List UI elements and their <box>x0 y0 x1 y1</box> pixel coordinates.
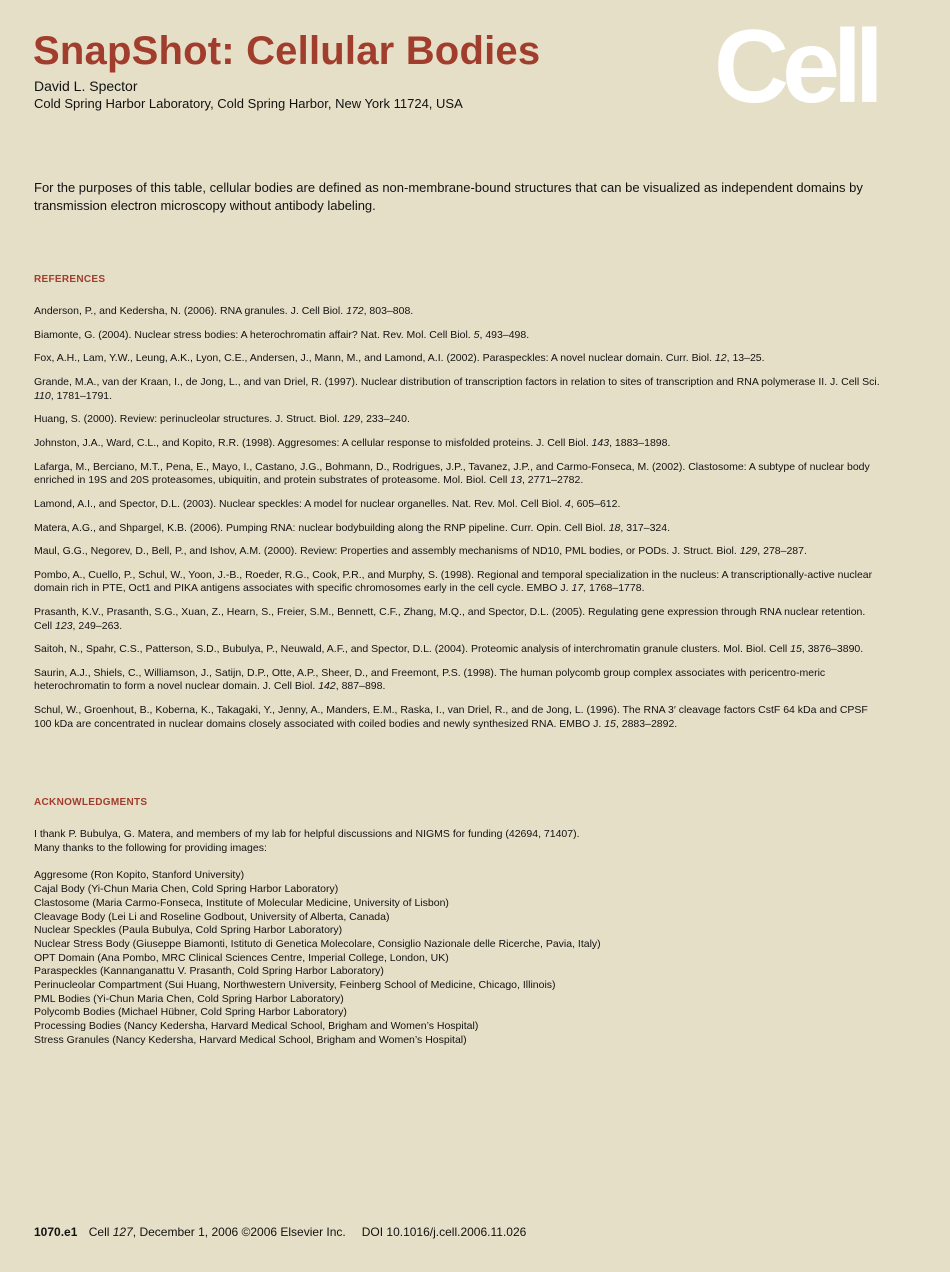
acknowledgments-section <box>34 828 884 1048</box>
reference-pages: , 1781–1791. <box>50 389 113 402</box>
reference-pages: , 605–612. <box>570 497 621 510</box>
reference-pages: , 887–898. <box>335 680 386 693</box>
reference-pages: , 3876–3890. <box>801 643 864 656</box>
image-credit-item: Cajal Body (Yi-Chun Maria Chen, Cold Spring Harbor Laboratory) <box>34 883 339 896</box>
reference-volume: 143 <box>591 436 610 449</box>
reference-list <box>34 305 884 741</box>
reference-item <box>34 522 884 536</box>
reference-text: Maul, G.G., Negorev, D., Bell, P., and Ishov, A.M. (2000). Review: Properties and assembly mechanisms of ND10, PML bodies, or PODs. J. Struct. Biol. <box>34 545 740 558</box>
reference-volume: 13 <box>510 474 522 487</box>
image-credit-list <box>34 869 884 1047</box>
reference-text: Fox, A.H., Lam, Y.W., Leung, A.K., Lyon, C.E., Andersen, J., Mann, M., and Lamond, A.I. (2002). Paraspeckles: A novel nuclear domain. Curr. Biol. <box>34 352 715 365</box>
reference-pages: , 1768–1778. <box>583 582 645 595</box>
reference-volume: 15 <box>790 643 802 656</box>
reference-volume: 5 <box>473 328 480 341</box>
reference-pages: , 803–808. <box>363 305 414 317</box>
reference-volume: 172 <box>346 305 364 317</box>
reference-pages: , 1883–1898. <box>609 436 671 449</box>
reference-text: Saitoh, N., Spahr, C.S., Patterson, S.D., Bubulya, P., Neuwald, A.F., and Spector, D.L. (2004). Proteomic analysis of interchromatin granule clusters. Mol. Biol. Cell <box>34 643 791 656</box>
journal-logo: Cell <box>714 9 877 125</box>
reference-item <box>34 667 884 694</box>
reference-volume: 17 <box>571 582 584 595</box>
references-heading: REFERENCES <box>34 274 106 285</box>
reference-item <box>34 437 884 451</box>
reference-pages: , 317–324. <box>620 521 671 534</box>
reference-text: Schul, W., Groenhout, B., Koberna, K., Takagaki, Y., Jenny, A., Manders, E.M., Raska, I., van Driel, R., and de Jong, L. (1996). The RNA 3′ cleavage factors CstF 64 kDa and CPSF 100 kDa are concentrated in nuclear domains closely associated with coiled bodies and newly synthesized RNA. EMBO J. <box>34 704 868 730</box>
image-credit-item: OPT Domain (Ana Pombo, MRC Clinical Sciences Centre, Imperial College, London, UK) <box>34 951 449 964</box>
reference-volume: 129 <box>739 545 758 558</box>
image-credit-item: Paraspeckles (Kannanganattu V. Prasanth, Cold Spring Harbor Laboratory) <box>34 965 384 978</box>
reference-text: Lamond, A.I., and Spector, D.L. (2003). Nuclear speckles: A model for nuclear organelles. Nat. Rev. Mol. Cell Biol. <box>34 497 565 510</box>
journal-citation-suffix: , December 1, 2006 ©2006 Elsevier Inc. <box>132 1225 346 1239</box>
reference-text: Pombo, A., Cuello, P., Schul, W., Yoon, J.-B., Roeder, R.G., Cook, P.R., and Murphy, S. (1998). Regional and temporal specialization in the nucleus: A transcriptionally-active nuclear domain rich in PTE, Oct1 and PIKA antigens associates with specific chromosomes early in the cell cycle. EMBO J. <box>34 568 873 595</box>
reference-pages: , 493–498. <box>479 328 530 341</box>
reference-volume: 123 <box>55 619 73 632</box>
image-credit-item: Aggresome (Ron Kopito, Stanford University) <box>34 869 245 882</box>
reference-item <box>34 569 884 596</box>
reference-volume: 110 <box>34 389 51 402</box>
reference-text: Matera, A.G., and Shpargel, K.B. (2006). Pumping RNA: nuclear bodybuilding along the RNP pipeline. Curr. Opin. Cell Biol. <box>34 521 609 534</box>
author-name: David L. Spector <box>34 78 138 94</box>
reference-item <box>34 498 884 512</box>
reference-item <box>34 545 884 559</box>
journal-citation-prefix: Cell <box>88 1225 113 1239</box>
article-title: SnapShot: Cellular Bodies <box>33 29 541 73</box>
reference-volume: 4 <box>564 497 571 510</box>
reference-pages: , 233–240. <box>360 413 410 426</box>
reference-pages: , 249–263. <box>72 619 123 632</box>
reference-volume: 18 <box>608 521 621 534</box>
reference-text: Biamonte, G. (2004). Nuclear stress bodies: A heterochromatin affair? Nat. Rev. Mol. Cell Biol. <box>34 328 474 341</box>
intro-paragraph: For the purposes of this table, cellular bodies are defined as non-membrane-bound structures that can be visualized as independent domains by transmission electron microscopy without antibody labeling. <box>34 180 863 213</box>
acknowledgments-heading: ACKNOWLEDGMENTS <box>34 797 148 808</box>
image-credit-item: Polycomb Bodies (Michael Hübner, Cold Spring Harbor Laboratory) <box>34 1006 347 1019</box>
reference-item <box>34 352 884 366</box>
doi: DOI 10.1016/j.cell.2006.11.026 <box>361 1225 527 1239</box>
reference-item <box>34 643 884 657</box>
image-credit-item: Nuclear Stress Body (Giuseppe Biamonti, Istituto di Genetica Molecolare, Consiglio Nazionale delle Ricerche, Pavia, Italy) <box>34 937 601 950</box>
reference-item <box>34 376 884 403</box>
reference-text: Prasanth, K.V., Prasanth, S.G., Xuan, Z., Hearn, S., Freier, S.M., Bennett, C.F., Zhang, M.Q., and Spector, D.L. (2005). Regulating gene expression through RNA nuclear retention. Cell <box>34 606 866 632</box>
reference-text: Saurin, A.J., Shiels, C., Williamson, J., Satijn, D.P., Otte, A.P., Sheer, D., and Freemont, P.S. (1998). The human polycomb group complex associates with pericentro-meric heterochromatin to form a novel nuclear domain. J. Cell Biol. <box>34 666 826 693</box>
reference-pages: , 2883–2892. <box>615 717 678 730</box>
reference-text: Anderson, P., and Kedersha, N. (2006). RNA granules. J. Cell Biol. <box>34 305 347 317</box>
page-number: 1070.e1 <box>34 1225 78 1239</box>
image-credit-item: Stress Granules (Nancy Kedersha, Harvard Medical School, Brigham and Women’s Hospital) <box>34 1033 467 1046</box>
acknowledgment-images-intro: Many thanks to the following for providing images: <box>34 841 267 854</box>
reference-item <box>34 305 884 319</box>
reference-text: Lafarga, M., Berciano, M.T., Pena, E., Mayo, I., Castano, J.G., Bohmann, D., Rodrigues, J.P., Tavanez, J.P., and Carmo-Fonseca, M. (2002). Clastosome: A subtype of nuclear body enriched in 19S and 20S proteasomes, ubiquitin, and protein substrates of proteasome. Mol. Biol. Cell <box>34 460 870 487</box>
reference-item <box>34 606 884 633</box>
reference-text: Johnston, J.A., Ward, C.L., and Kopito, R.R. (1998). Aggresomes: A cellular response to misfolded proteins. J. Cell Biol. <box>34 436 592 449</box>
image-credit-item: Perinucleolar Compartment (Sui Huang, Northwestern University, Feinberg School of Medicine, Chicago, Illinois) <box>34 979 556 992</box>
acknowledgment-thanks: I thank P. Bubulya, G. Matera, and members of my lab for helpful discussions and NIGMS for funding (42694, 71407). <box>34 828 580 840</box>
image-credit-item: Processing Bodies (Nancy Kedersha, Harvard Medical School, Brigham and Women’s Hospital) <box>34 1020 479 1033</box>
reference-item <box>34 704 884 731</box>
reference-text: Huang, S. (2000). Review: perinucleolar structures. J. Struct. Biol. <box>34 413 343 426</box>
reference-item <box>34 329 884 343</box>
image-credit-item: PML Bodies (Yi-Chun Maria Chen, Cold Spring Harbor Laboratory) <box>34 992 344 1005</box>
page-footer <box>34 1225 526 1239</box>
reference-text: Grande, M.A., van der Kraan, I., de Jong, L., and van Driel, R. (1997). Nuclear distribution of transcription factors in relation to sites of transcription and RNA polymerase II. J. Cell Sci. <box>34 376 880 389</box>
reference-pages: , 2771–2782. <box>521 474 584 487</box>
reference-volume: 142 <box>318 680 336 693</box>
reference-pages: , 13–25. <box>726 352 765 365</box>
author-affiliation: Cold Spring Harbor Laboratory, Cold Spring Harbor, New York 11724, USA <box>34 96 463 111</box>
reference-volume: 129 <box>342 413 361 426</box>
reference-item <box>34 413 884 427</box>
journal-volume: 127 <box>112 1225 133 1239</box>
reference-volume: 15 <box>604 717 616 730</box>
image-credit-item: Cleavage Body (Lei Li and Roseline Godbout, University of Alberta, Canada) <box>34 910 390 923</box>
image-credit-item: Clastosome (Maria Carmo-Fonseca, Institute of Molecular Medicine, University of Lisbon) <box>34 896 449 909</box>
image-credit-item: Nuclear Speckles (Paula Bubulya, Cold Spring Harbor Laboratory) <box>34 924 343 937</box>
reference-pages: , 278–287. <box>757 545 807 558</box>
reference-volume: 12 <box>714 352 727 365</box>
reference-item <box>34 461 884 488</box>
